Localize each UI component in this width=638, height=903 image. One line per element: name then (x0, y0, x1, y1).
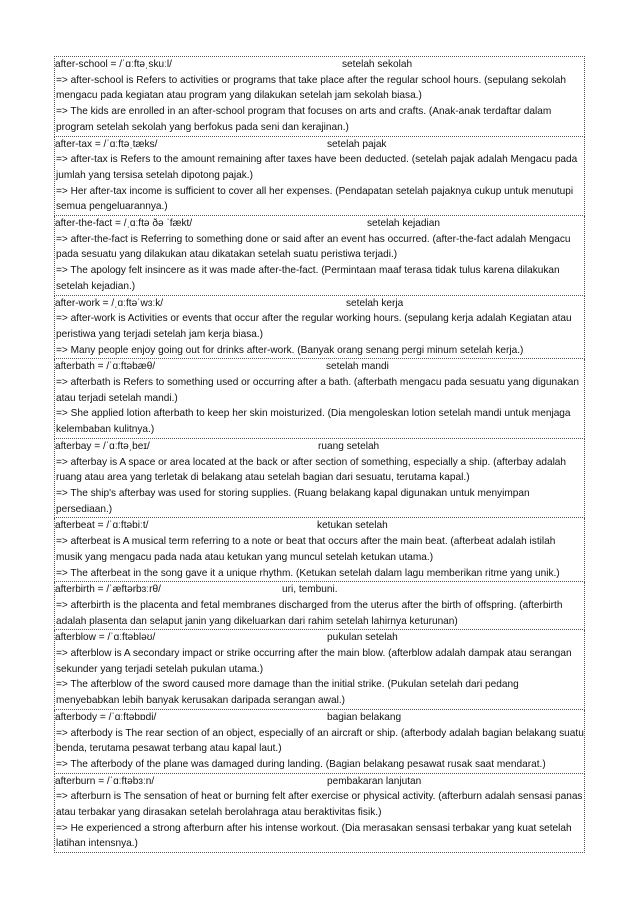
vocab-entry (54, 518, 585, 582)
entry-term: afterbody = /ˈɑːftəbɒdi/ (55, 711, 157, 723)
entry-header (55, 57, 584, 73)
entry-translation: ketukan setelah (317, 520, 388, 532)
entry-term: after-tax = /ˈɑːftəˌtæks/ (55, 138, 158, 150)
entry-term: after-school = /ˈɑːftəˌskuːl/ (55, 59, 172, 70)
entry-term: afterbay = /ˈɑːftəˌbeɪ/ (55, 440, 150, 452)
entry-example: => Many people enjoy going out for drinks after-work. (Banyak orang senang pergi minum setelah kerja.) (56, 344, 524, 356)
vocab-entry (54, 56, 585, 137)
entry-term: afterbeat = /ˈɑːftəbiːt/ (55, 520, 149, 532)
vocab-entry (54, 582, 585, 630)
entry-example: => He experienced a strong afterburn after his intense workout. (Dia merasakan sensasi terbakar yang kuat setelah latihan intensnya.) (56, 822, 572, 850)
entry-definition: => afterbath is Refers to something used or occurring after a bath. (afterbath mengacu pada sesuatu yang digunakan atau terjadi setelah mandi.) (56, 377, 579, 404)
entry-translation: ruang setelah (318, 440, 380, 452)
entry-term: afterbirth = /ˈæftərbɜːrθ/ (55, 584, 161, 596)
entry-term: after-work = /ˌɑːftəˈwɜːk/ (55, 297, 164, 309)
vocab-entry (54, 359, 585, 439)
entry-definition: => afterbeat is A musical term referring to a note or beat that occurs after the main beat. (afterbeat adalah istilah musik yang mengacu pada nada atau ketukan yang muncul setelah ketukan utama.) (56, 536, 556, 563)
entry-term: afterbath = /ˈɑːftəbæθ/ (55, 361, 156, 373)
entry-term: afterburn = /ˈɑːftəbɜːn/ (55, 775, 155, 787)
entry-definition: => after-tax is Refers to the amount remaining after taxes have been deducted. (setelah pajak adalah Mengacu pada jumlah yang tersisa setelah dipotong pajak.) (56, 154, 578, 181)
vocab-entry (54, 774, 585, 854)
entry-header (55, 137, 584, 153)
entry-example: => The kids are enrolled in an after-school program that focuses on arts and crafts. (Anak-anak terdaftar dalam program setelah sekolah yang berfokus pada seni dan kerajinan.) (56, 106, 552, 133)
entry-definition: => after-work is Activities or events that occur after the regular working hours. (sepulang kerja adalah Kegiatan atau peristiwa yang terjadi setelah jam kerja biasa.) (56, 313, 572, 340)
entry-translation: setelah pajak (327, 138, 387, 150)
vocab-entry (54, 630, 585, 710)
vocab-entry (54, 439, 585, 519)
entry-example: => The apology felt insincere as it was made after-the-fact. (Permintaan maaf terasa tidak tulus karena dilakukan setelah kejadian.) (56, 265, 560, 292)
entry-header (55, 439, 584, 455)
vocabulary-sheet (54, 56, 585, 853)
entry-translation: setelah kejadian (367, 218, 440, 230)
entry-definition: => afterbody is The rear section of an object, especially of an aircraft or ship. (afterbody adalah bagian belakang suatu benda, terutama pesawat terbang atau kapal laut.) (56, 727, 584, 755)
entry-translation: bagian belakang (327, 711, 402, 723)
entry-definition: => afterburn is The sensation of heat or burning felt after exercise or physical activity. (afterburn adalah sensasi panas atau terbakar yang dirasakan setelah berolahraga atau beraktivitas fisik.) (56, 791, 583, 819)
entry-example: => The afterbeat in the song gave it a unique rhythm. (Ketukan setelah dalam lagu memberikan ritme yang unik.) (56, 567, 560, 579)
entry-translation: pukulan setelah (327, 632, 398, 644)
entry-header (55, 518, 584, 534)
entry-definition: => afterbirth is the placenta and fetal membranes discharged from the uterus after the birth of offspring. (afterbirth adalah plasenta dan selaput janin yang dikeluarkan dari rahim setelah lahirnya keturunan) (56, 599, 563, 627)
entry-example: => The afterblow of the sword caused more damage than the initial strike. (Pukulan setelah dari pedang menyebabkan lebih banyak kerusakan daripada serangan awal.) (56, 679, 519, 707)
entry-header (55, 774, 584, 790)
entry-translation: uri, tembuni. (282, 584, 338, 596)
entry-translation: setelah kerja (346, 297, 404, 309)
entry-header (55, 359, 584, 375)
entry-definition: => afterbay is A space or area located at the back or after section of something, especially a ship. (afterbay adalah ruang atau area yang terletak di belakang atau setelah bagian dari sesuatu, terutama kapal.) (56, 456, 567, 484)
vocab-entry (54, 296, 585, 360)
entry-header (55, 630, 584, 646)
entry-header (55, 296, 584, 312)
vocab-entry (54, 137, 585, 217)
entry-definition: => after-the-fact is Referring to something done or said after an event has occurred. (after-the-fact adalah Mengacu pada sesuatu yang dilakukan atau dikatakan setelah suatu peristiwa terjadi.) (56, 233, 571, 261)
entry-example: => The afterbody of the plane was damaged during landing. (Bagian belakang pesawat rusak saat mendarat.) (56, 758, 546, 770)
vocab-entry (54, 216, 585, 296)
entry-example: => Her after-tax income is sufficient to cover all her expenses. (Pendapatan setelah pajaknya cukup untuk menutupi semua pengeluarannya.) (56, 185, 574, 213)
entry-header (55, 216, 584, 232)
entry-term: afterblow = /ˈɑːftəbləʊ/ (55, 632, 156, 644)
entry-example: => She applied lotion afterbath to keep her skin moisturized. (Dia mengoleskan lotion setelah mandi untuk menjaga kelembaban kulitnya.) (56, 408, 571, 436)
vocab-entry (54, 710, 585, 774)
entry-header (55, 582, 584, 598)
entry-term: after-the-fact = /ˌɑːftə ðə ˈfækt/ (55, 218, 193, 230)
entry-header (55, 710, 584, 726)
entry-definition: => afterblow is A secondary impact or strike occurring after the main blow. (afterblow adalah dampak atau serangan sekunder yang terjadi setelah pukulan utama.) (56, 648, 572, 675)
entry-translation: pembakaran lanjutan (327, 775, 422, 787)
entry-translation: setelah mandi (326, 361, 389, 373)
entry-example: => The ship's afterbay was used for storing supplies. (Ruang belakang kapal digunakan untuk menyimpan persediaan.) (56, 487, 530, 515)
entry-translation: setelah sekolah (342, 59, 413, 70)
entry-definition: => after-school is Refers to activities or programs that take place after the regular school hours. (sepulang sekolah mengacu pada kegiatan atau program yang dilakukan setelah jam sekolah biasa.) (56, 74, 566, 102)
